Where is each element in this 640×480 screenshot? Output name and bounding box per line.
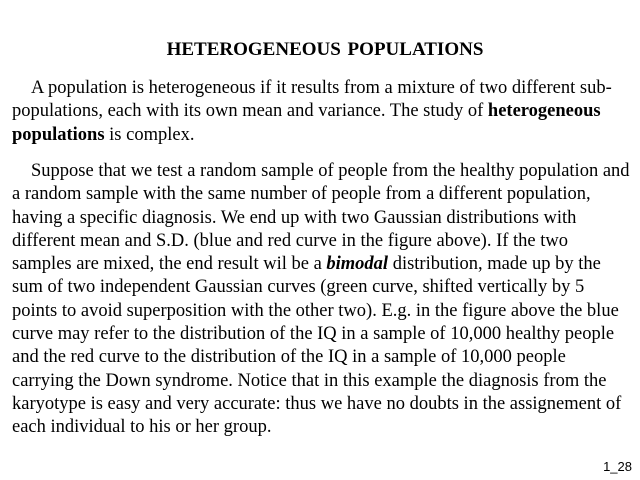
heterogeneous-populations-term: heterogeneous populations — [12, 101, 601, 145]
paragraph-definition-text-2: is complex. — [104, 124, 195, 145]
page-number: 1_28 — [603, 459, 632, 474]
paragraph-example — [12, 160, 632, 440]
paragraph-example-text-1: Suppose that we test a random sample of people from the healthy population and a random sample with the same number of people from a different population, having a specific diagnosis. We end up with two Gaussian distributions with different mean and S.D. (blue and red curve in the figure above). If the two samples are mixed, the end result wil be a — [12, 161, 630, 275]
paragraph-definition — [12, 77, 632, 147]
slide-title: HETEROGENEOUS POPULATIONS — [166, 39, 484, 60]
paragraph-definition-text-1: A population is heterogeneous if it results from a mixture of two different sub-populations, each with its own mean and variance. The study of — [12, 78, 612, 122]
paragraph-example-text-2: distribution, made up by the sum of two independent Gaussian curves (green curve, shifted vertically by 5 points to avoid superposition with the other two). E.g. in the figure above the blue curve may refer to the distribution of the IQ in a sample of 10,000 healthy people and the red curve to the distribution of the IQ in a sample of 10,000 people carrying the Down syndrome. Notice that in this example the diagnosis from the karyotype is easy and very accurate: thus we have no doubts in the assignement of each individual to his or her group. — [12, 254, 622, 438]
bimodal-term: bimodal — [326, 254, 389, 275]
